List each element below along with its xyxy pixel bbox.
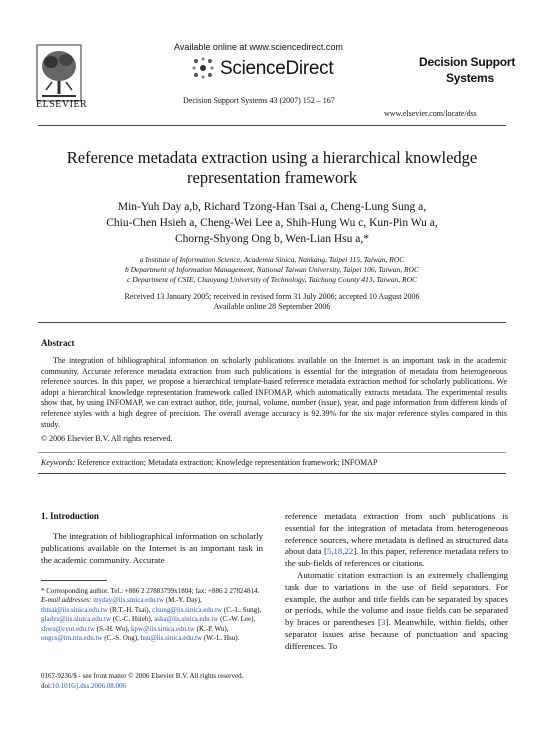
introduction-heading: 1. Introduction [41,511,99,521]
affiliation-c: c Department of CSIE, Chaoyang University of Technology, Taichung County 413, Taiwan, ROC [127,275,417,284]
right-paragraph-2 [285,570,508,653]
footnote-divider [41,580,107,581]
citation-link[interactable]: 5,18,22 [326,546,354,557]
abstract-copyright: © 2006 Elsevier B.V. All rights reserved. [41,434,173,443]
keywords-line [41,458,377,467]
email-owner: (K.-P. Wu), [194,624,229,633]
abstract-heading: Abstract [41,338,75,348]
email-addresses [41,596,263,643]
affiliation-b: b Department of Information Management, National Taiwan University, Taipei 106, Taiwan, ROC [125,265,419,274]
keywords-list: Reference extraction; Metadata extraction; Knowledge representation framework; INFOMAP [77,458,378,467]
journal-reference: Decision Support Systems 43 (2007) 152 – 167 [183,96,335,105]
corresponding-author-note: * Corresponding author. Tel.: +886 2 27883799x1804; fax: +886 2 27824814. [41,587,260,595]
email-link[interactable]: ongcs@im.ntu.edu.tw [41,634,103,643]
abstract-top-divider [38,322,506,323]
email-owner: (W.-L. Hsu). [202,634,240,643]
article-title-line2: representation framework [187,168,357,187]
email-owner: (M.-Y. Day), [164,596,202,605]
doi-line [41,682,126,690]
left-column-paragraph: The integration of bibliographical information on scholarly publications available on the Internet is an important task in the academic community. Accurate [41,531,263,565]
footnotes [41,587,263,643]
email-owner: (C.-W. Lee), [218,615,256,624]
header-divider [38,125,506,126]
right-paragraph-1 [285,511,508,570]
publisher-name: ELSEVIER [36,99,88,110]
affiliation-a: a Institute of Information Science, Academia Sinica, Nankang, Taipei 115, Taiwan, ROC [139,255,405,264]
keywords-divider [38,452,506,453]
article-title-line1: Reference metadata extraction using a hierarchical knowledge [66,148,478,167]
received-dates: Received 13 January 2005; received in revised form 31 July 2006; accepted 10 August 2006 [124,292,420,301]
email-link[interactable]: kpw@iis.sinica.edu.tw [131,624,195,633]
email-link[interactable]: hsu@iis.sinica.edu.tw [140,634,203,643]
email-link[interactable]: shwu@cyut.edu.tw [41,624,95,633]
sciencedirect-logo-icon [192,57,214,79]
email-label: E-mail addresses: [41,596,92,605]
email-owner: (C.-S. Ong), [102,634,139,643]
authors-line3: Chorng-Shyong Ong b, Wen-Lian Hsu a,* [174,233,370,245]
keywords-label: Keywords: [41,458,76,467]
journal-title-line1: Decision Support [419,55,516,69]
abstract-body: The integration of bibliographical information on scholarly publications available on the Internet is an important task in the academic community. Accurate reference metadata extraction from such publications is essential for the integration of metadata from heterogeneous reference sources. In this paper, we propose a hierarchical template-based reference metadata extraction method for scholarly publications. We adopt a hierarchical knowledge representation framework called INFOMAP, which automatically extracts metadata. The experimental results show that, by using INFOMAP, we can extract author, title, journal, volume, number (issue), year, and page information from different kinds of reference styles with a high degree of precision. The overall average accuracy is 92.39% for the six major reference styles compared in this study. [41,356,507,429]
email-link[interactable]: gladys@iis.sinica.edu.tw [41,615,112,624]
journal-url[interactable]: www.elsevier.com/locate/dss [384,109,477,118]
email-owner: (C.-L. Sung), [223,605,262,614]
email-owner: (C.-C. Hsieh), [111,615,153,624]
paragraph-text: ]. In this paper, reference metadata refers to the sub-fields of references or citations. [285,546,509,569]
journal-title-line2: Systems [446,71,494,85]
authors-line2: Chiu-Chen Hsieh a, Cheng-Wei Lee a, Shih-Hung Wu c, Kun-Pin Wu a, [106,217,438,229]
email-owner: (S.-H. Wu), [94,624,130,633]
paragraph-text: ]. Meanwhile, within fields, other separator issues arise because of punctuation and spacing differences. To [285,617,508,651]
right-column [285,511,508,653]
email-link[interactable]: clsung@iis.sinica.edu.tw [152,605,223,614]
paragraph-text: Automatic citation extraction is an extremely challenging task due to variations in the use of field separators. For example, the author and title fields can be separated by spaces or periods, while the volume and issue fields can be separated by braces or parentheses [ [285,569,508,628]
email-link[interactable]: aska@iis.sinica.edu.tw [154,615,219,624]
doi-label: doi: [41,682,52,690]
available-online-line: Available online at www.sciencedirect.com [174,42,343,52]
citation-link[interactable]: 3 [380,617,386,628]
elsevier-tree-logo [36,44,82,102]
email-link[interactable]: myday@iis.sinica.edu.tw [93,596,165,605]
authors-line1: Min-Yuh Day a,b, Richard Tzong-Han Tsai a, Cheng-Lung Sung a, [117,201,427,213]
paragraph-text: reference metadata extraction from such publications is essential for the integration of metadata from heterogeneous reference sources, where metadata is defined as structured data about data [ [285,511,508,557]
sciencedirect-wordmark: ScienceDirect [220,58,334,79]
email-link[interactable]: thtsai@iis.sinica.edu.tw [41,605,108,614]
available-online-date: Available online 28 September 2006 [213,302,331,311]
email-owner: (R.T.-H. Tsai), [107,605,153,614]
issn-line: 0167-9236/$ - see front matter © 2006 Elsevier B.V. All rights reserved. [41,672,244,680]
doi-link[interactable]: 10.1016/j.dss.2006.08.006 [51,682,126,690]
abstract-bottom-divider [38,473,506,474]
